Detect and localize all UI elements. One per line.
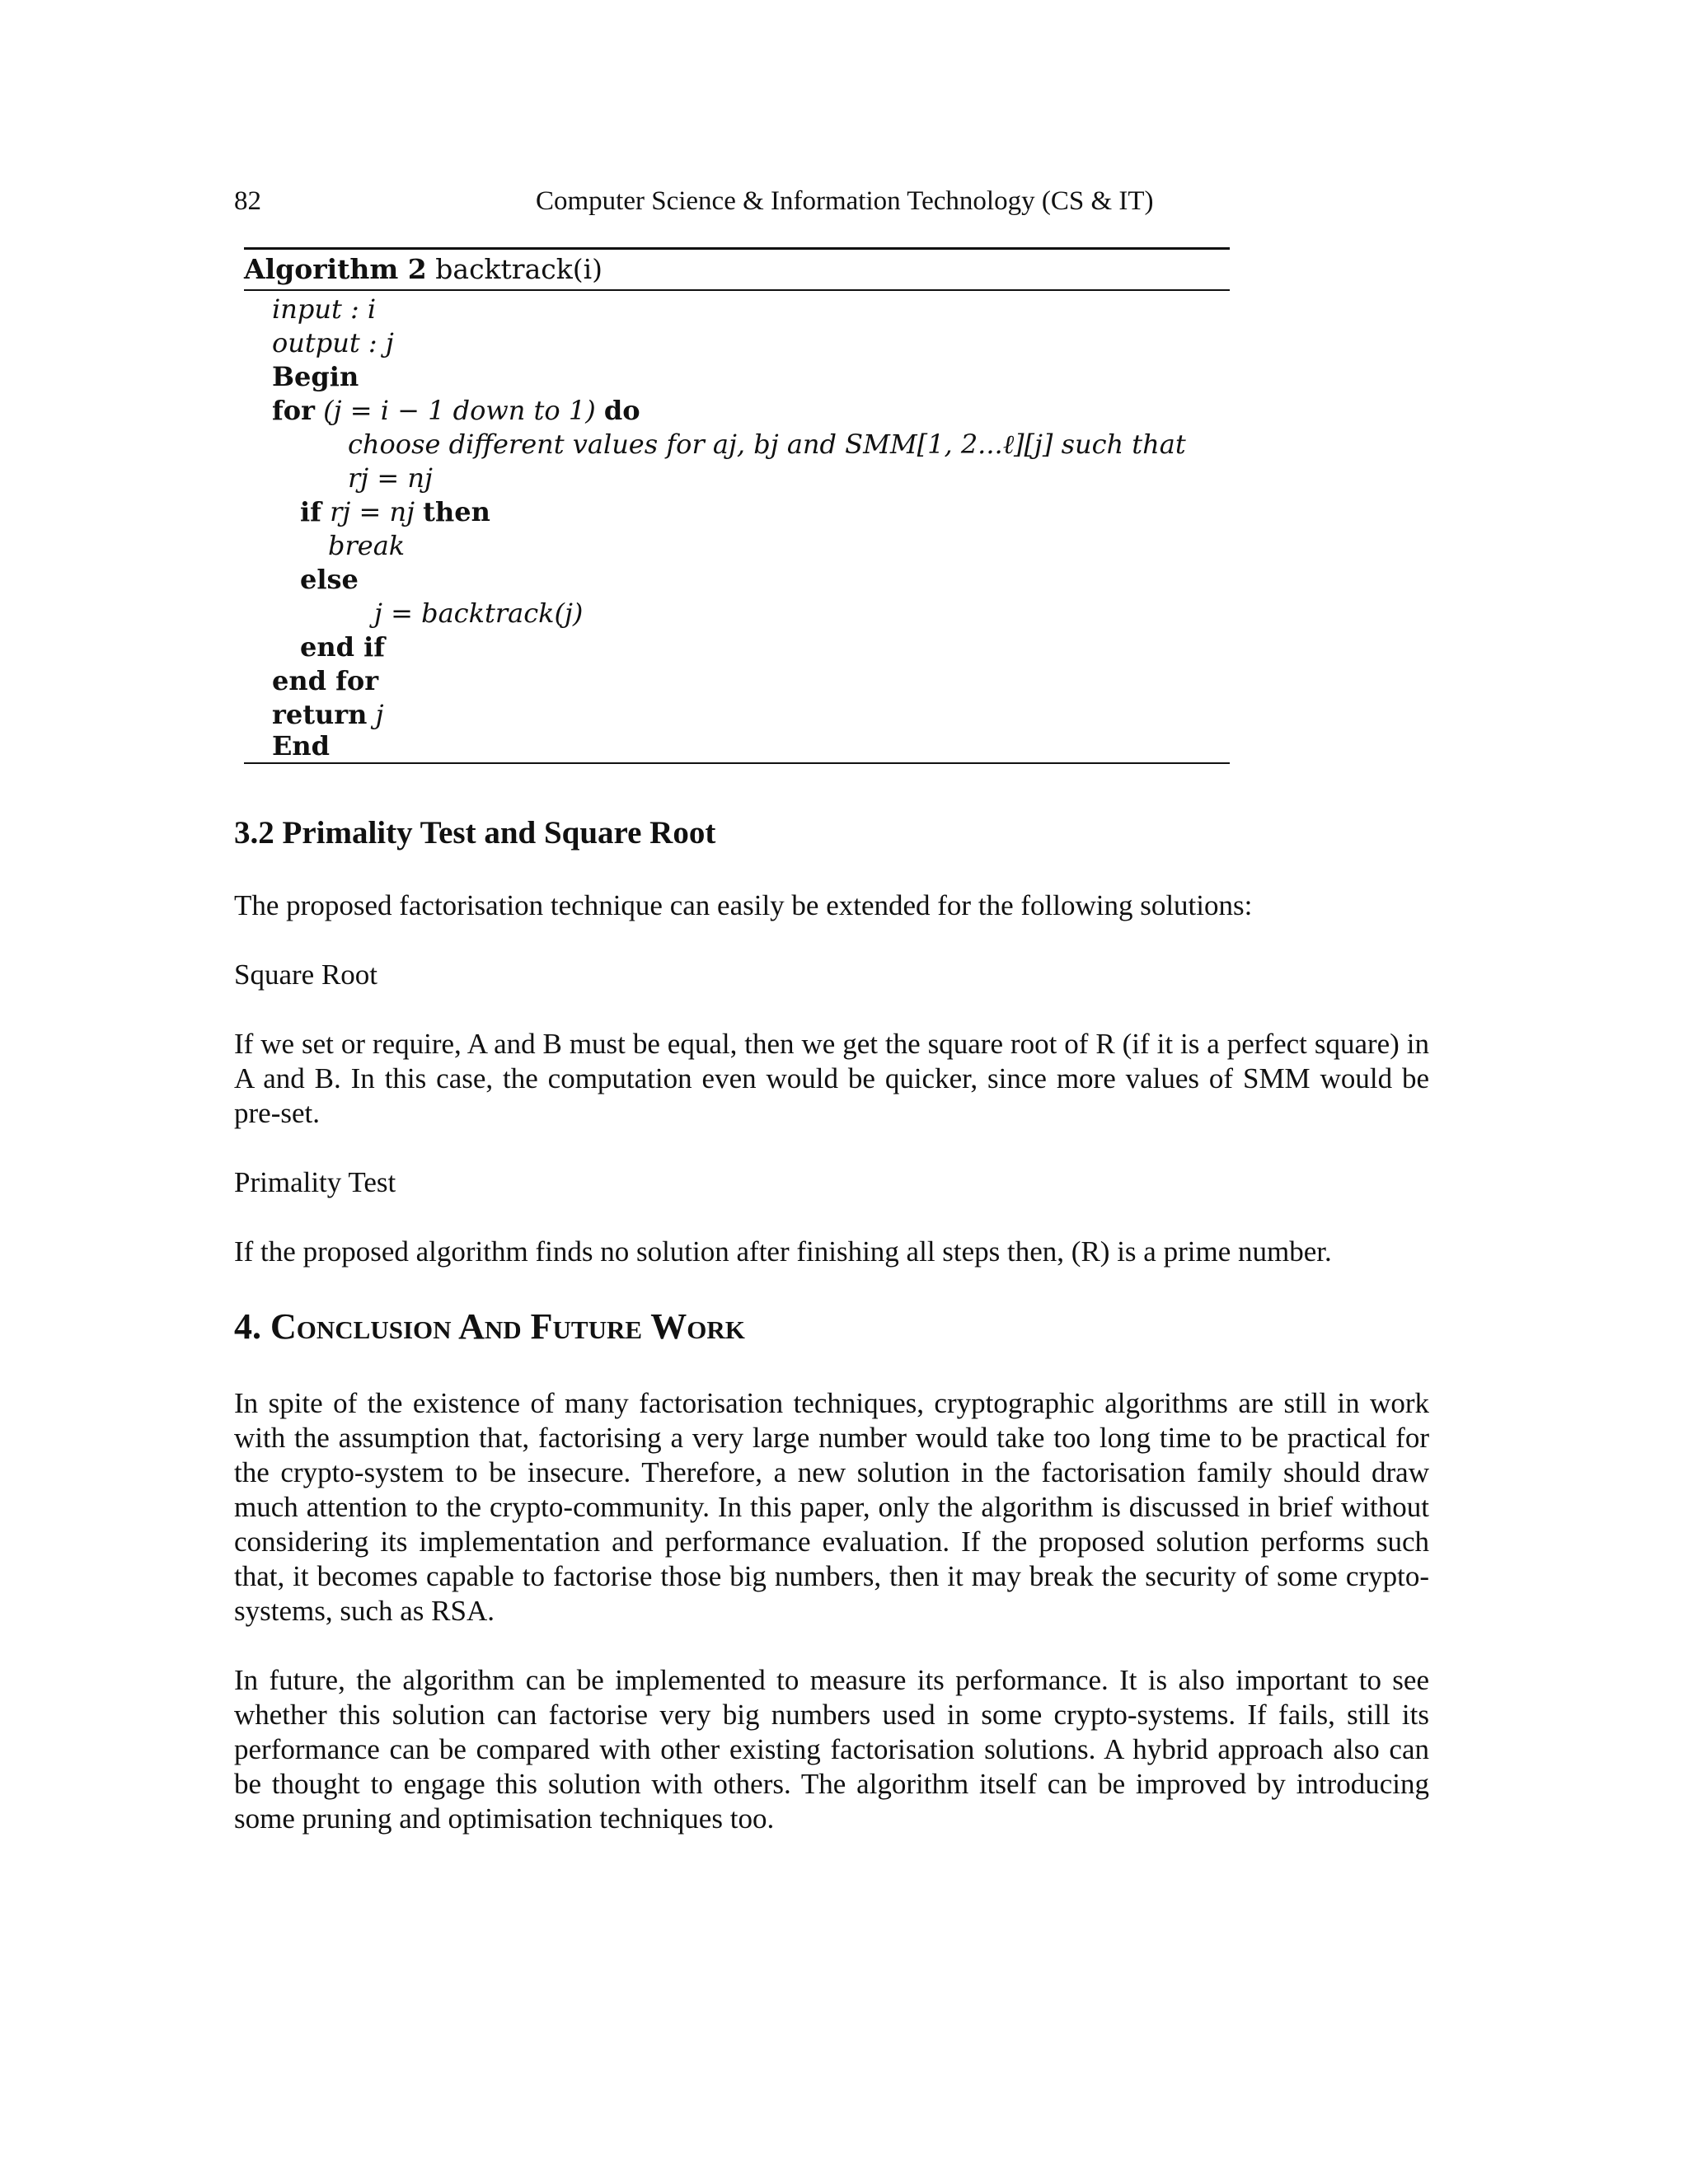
algo-line-for: [272, 394, 640, 427]
algo-line-output: output : j: [272, 327, 394, 359]
for-condition: (j = i − 1 down to 1): [323, 395, 596, 426]
for-keyword: for: [272, 395, 315, 426]
algorithm-caption: [244, 250, 1230, 289]
algo-line-assign: j = backtrack(j): [374, 598, 584, 629]
square-root-paragraph: If we set or require, A and B must be equal, then we get the square root of R (if it is a perfect square) in A and B. In this case, the computation even would be quicker, since more values of SMM would be pre-set.: [234, 1028, 1429, 1129]
algo-line-return: [272, 698, 383, 731]
algo-line-end: End: [272, 730, 331, 762]
return-value: j: [375, 699, 384, 730]
conclusion-paragraph-1: In spite of the existence of many factorisation techniques, cryptographic algorithms are still in work with the assumption that, factorising a very large number would take too long time to be practical for the crypto-system to be insecure. Therefore, a new solution in the factorisation family should draw much attention to the crypto-community. In this paper, only the algorithm is discussed in brief without considering its implementation and performance evaluation. If the proposed solution performs such that, it becomes capable to factorise those big numbers, then it may break the security of some crypto-systems, such as RSA.: [234, 1387, 1429, 1627]
section-heading-3-2: 3.2 Primality Test and Square Root: [234, 815, 716, 851]
algo-line-begin: Begin: [272, 361, 359, 392]
algorithm-box: [244, 247, 1230, 764]
do-keyword: do: [603, 395, 640, 426]
section-heading-4: 4. Conclusion And Future Work: [234, 1306, 745, 1347]
algorithm-label: Algorithm 2: [244, 253, 427, 285]
algo-line-constraint: rj = nj: [348, 462, 433, 494]
primality-title: Primality Test: [234, 1166, 396, 1198]
page-number: 82: [234, 186, 261, 216]
algorithm-body: [244, 291, 1230, 762]
algo-line-else: else: [300, 564, 359, 595]
then-keyword: then: [423, 496, 490, 527]
conclusion-paragraph-2: In future, the algorithm can be implemented to measure its performance. It is also important to see whether this solution can factorise very big numbers used in some crypto-systems. If fails, still its performance can be compared with other existing factorisation solutions. A hybrid approach also can be thought to engage this solution with others. The algorithm itself can be improved by introducing some pruning and optimisation techniques too.: [234, 1664, 1429, 1835]
algorithm-bottom-rule: [244, 762, 1230, 764]
if-keyword: if: [300, 496, 321, 527]
section-3-2-intro: The proposed factorisation technique can easily be extended for the following solutions:: [234, 889, 1253, 921]
if-condition: rj = nj: [330, 496, 415, 527]
algo-line-break: break: [328, 530, 406, 561]
algo-line-end-if: end if: [300, 631, 386, 663]
algo-line-if: [300, 495, 490, 528]
primality-paragraph: If the proposed algorithm finds no solution after finishing all steps then, (R) is a prime number.: [234, 1235, 1332, 1268]
algo-line-choose: choose different values for aj, bj and SMM[1, 2...ℓ][j] such that: [348, 429, 1186, 460]
algorithm-name: backtrack(i): [435, 253, 603, 285]
return-keyword: return: [272, 699, 368, 730]
running-header: Computer Science & Information Technology (CS & IT): [536, 186, 1154, 216]
algo-line-end-for: end for: [272, 665, 379, 696]
square-root-title: Square Root: [234, 958, 378, 991]
algo-line-input: input : i: [272, 293, 377, 325]
